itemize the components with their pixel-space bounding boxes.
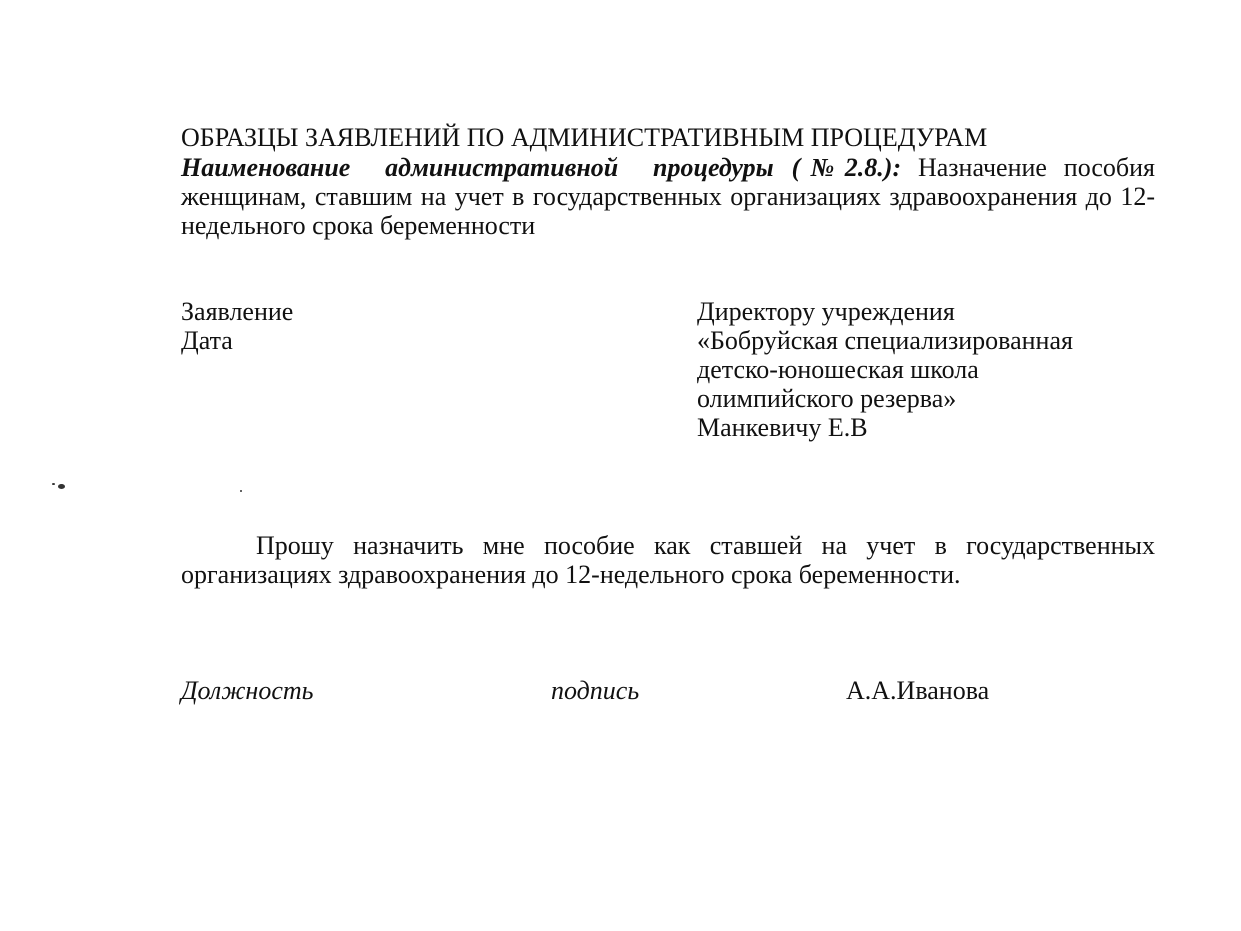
addressee-line: олимпийского резерва» bbox=[697, 384, 957, 413]
signature-row bbox=[0, 676, 1241, 708]
procedure-number: (№2.8.): bbox=[791, 153, 902, 182]
date-label: Дата bbox=[181, 326, 233, 355]
addressee-line: Манкевичу Е.В bbox=[697, 413, 868, 442]
signature-position: Должность bbox=[181, 676, 314, 705]
statement-label: Заявление bbox=[181, 297, 294, 326]
addressee-line: «Бобруйская специализированная bbox=[697, 326, 1073, 355]
scan-speck bbox=[240, 490, 242, 492]
signature-sign: подпись bbox=[551, 676, 640, 705]
addressee-line: детско-юношеская школа bbox=[697, 355, 979, 384]
scan-speck bbox=[58, 484, 65, 489]
addressee-block bbox=[697, 297, 1167, 442]
procedure-label: Наименование административной процедуры bbox=[181, 153, 774, 182]
statement-meta bbox=[181, 297, 293, 355]
document-heading: ОБРАЗЦЫ ЗАЯВЛЕНИЙ ПО АДМИНИСТРАТИВНЫМ ПРОЦЕДУРАМ bbox=[181, 123, 988, 152]
header-block bbox=[181, 122, 1155, 240]
procedure-description bbox=[181, 153, 1155, 240]
addressee-line: Директору учреждения bbox=[697, 297, 955, 326]
scan-speck bbox=[52, 483, 55, 485]
procedure-text: Назначение пособия женщинам, ставшим на учет в государственных организациях здравоохранения до 12-недельного срока беременности bbox=[181, 153, 1155, 240]
signature-name: А.А.Иванова bbox=[846, 676, 990, 705]
request-body: Прошу назначить мне пособие как ставшей на учет в государственных организациях здравоохранения до 12-недельного срока беременности. bbox=[181, 531, 1155, 589]
